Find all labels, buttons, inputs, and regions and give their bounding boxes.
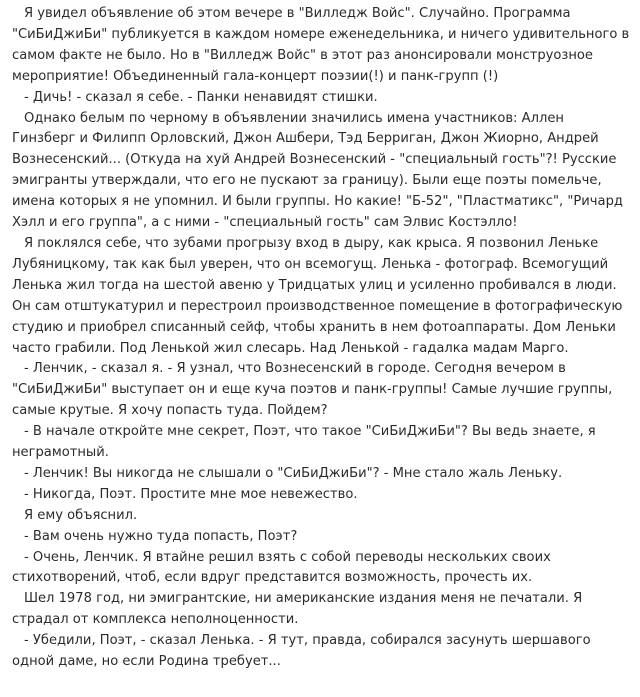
paragraph-2: - Дичь! - сказал я себе. - Панки ненавидят стишки.: [24, 89, 378, 105]
paragraph-13: - Убедили, Поэт, - сказал Ленька. - Я тут, правда, собирался засунуть шершавого одной даме, но если Родина требует...: [12, 633, 591, 670]
paragraph-4: Я поклялся себе, что зубами прогрызу вход в дыру, как крыса. Я позвонил Леньке Лубяницкому, так как был уверен, что он всемогущ. Ленька - фотограф. Всемогущий Ленька жил тогда на шестой авеню у Тридцатых улиц и усиленно пробивался в люди. Он сам отштукатурил и перестроил производственное помещение в фотографическую студию и приобрел списанный сейф, чтобы хранить в нем фотоаппараты. Дом Леньки часто грабили. Под Ленькой жил слесарь. Над Ленькой - гадалка мадам Марго.: [12, 235, 623, 356]
paragraph-11: - Очень, Ленчик. Я втайне решил взять с собой переводы нескольких своих стихотворений, чтоб, если вдруг представится возможность, прочесть их.: [12, 549, 551, 586]
paragraph-12: Шел 1978 год, ни эмигрантские, ни американские издания меня не печатали. Я страдал от комплекса неполноценности.: [12, 591, 583, 628]
paragraph-6: - В начале откройте мне секрет, Поэт, что такое "СиБиДжиБи"? Вы ведь знаете, я неграмотный.: [12, 424, 596, 461]
paragraph-5: - Ленчик, - сказал я. - Я узнал, что Вознесенский в городе. Сегодня вечером в "СиБиДжиБи" выступает он и еще куча поэтов и панк-группы! Самые лучшие группы, самые крутые. Я хочу попасть туда. Пойдем?: [12, 361, 613, 419]
paragraph-9: Я ему объяснил.: [24, 507, 138, 523]
paragraph-8: - Никогда, Поэт. Простите мне мое невежество.: [24, 486, 358, 502]
paragraph-10: - Вам очень нужно туда попасть, Поэт?: [24, 528, 298, 544]
paragraph-3: Однако белым по черному в объявлении значились имена участников: Аллен Гинзберг и Филипп Орловский, Джон Ашбери, Тэд Берриган, Джон Жиорно, Андрей Вознесенский... (Откуда на хуй Андрей Вознесенский - "специальный гость"?! Русские эмигранты утверждали, что его не пускают за границу). Были еще поэты помельче, имена которых я не упомнил. И были группы. Но какие! "Б-52", "Пластматикс", "Ричард Хэлл и его группа", а с ними - "специальный гость" сам Элвис Костэлло!: [12, 110, 623, 231]
paragraph-7: - Ленчик! Вы никогда не слышали о "СиБиДжиБи"? - Мне стало жаль Леньку.: [24, 465, 563, 481]
paragraph-1: Я увидел объявление об этом вечере в "Вилледж Войс". Случайно. Программа "СиБиДжиБи" публикуется в каждом номере еженедельника, и ничего удивительного в самом факте не было. Но в "Вилледж Войс" в этот раз анонсировали монструозное мероприятие! Объединенный гала-концерт поэзии(!) и панк-групп (!): [12, 6, 630, 84]
